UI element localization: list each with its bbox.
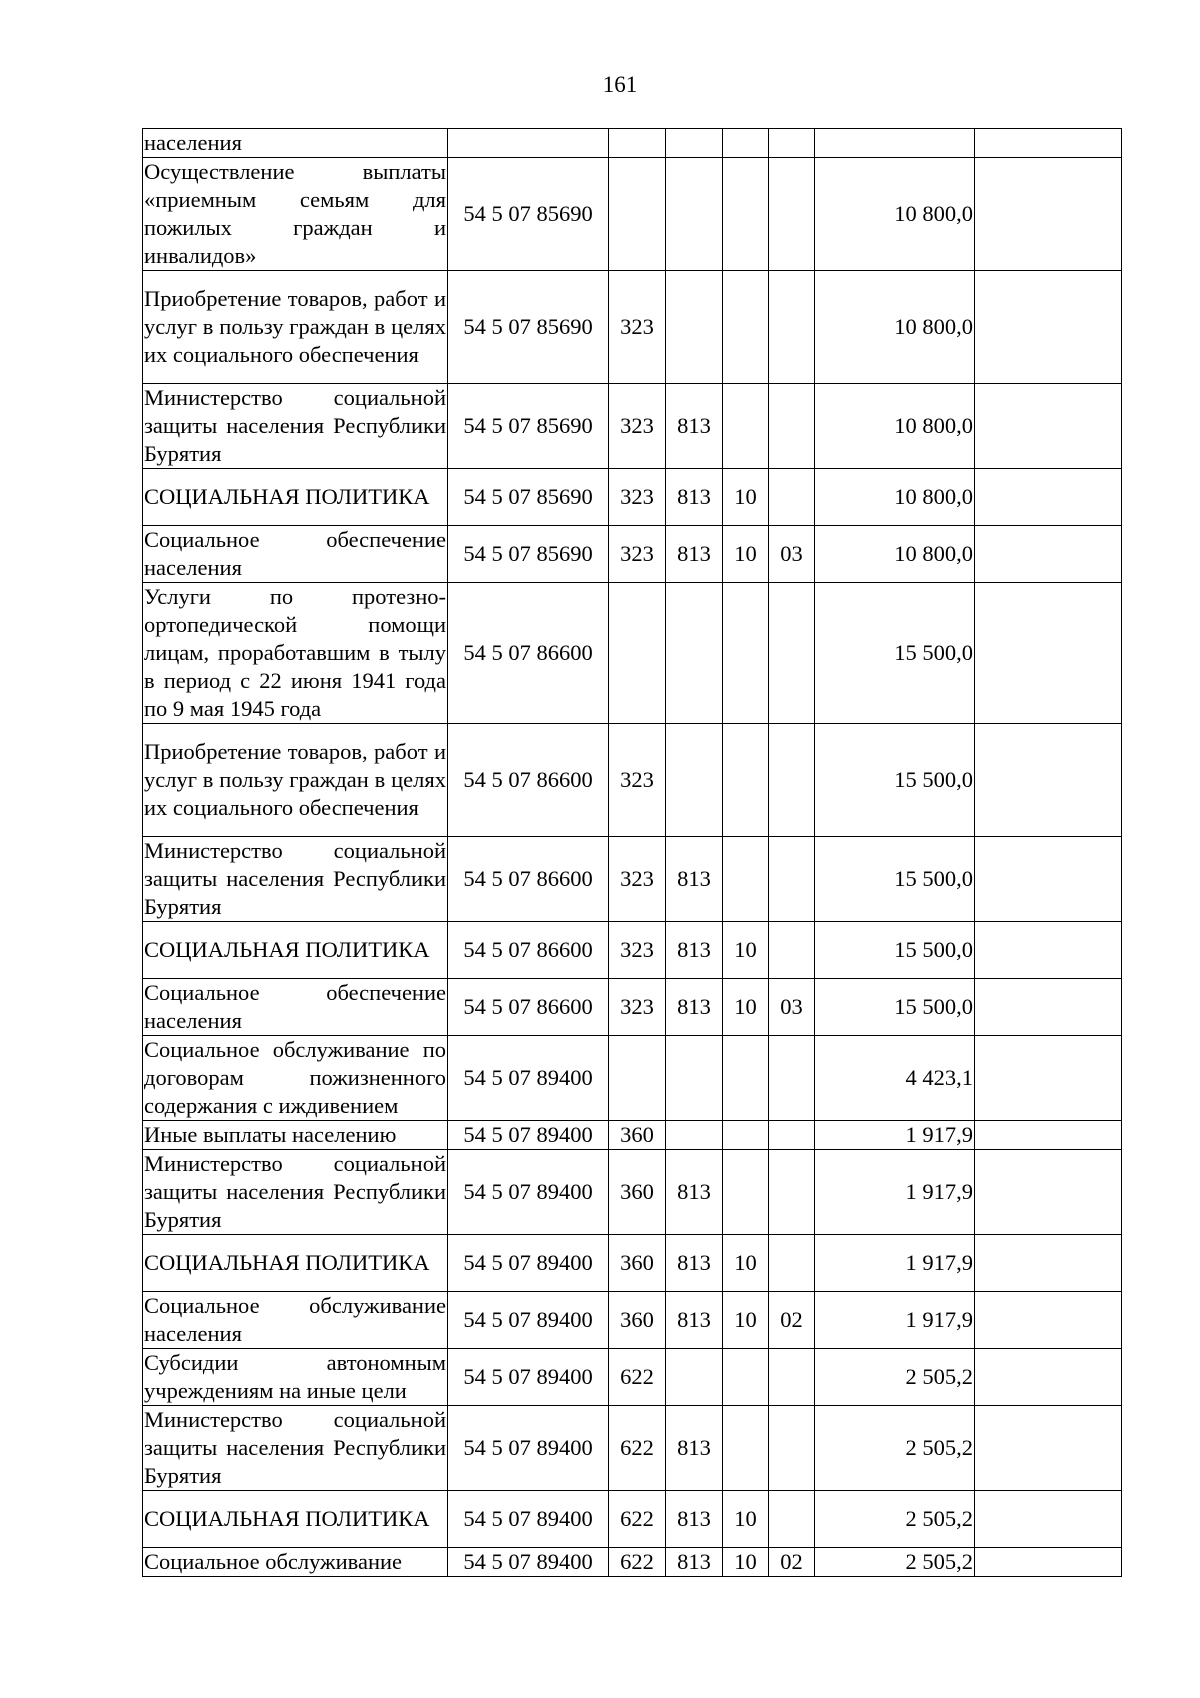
section-code: 10 <box>723 1491 769 1548</box>
amount: 15 500,0 <box>815 922 975 979</box>
extra-column <box>975 922 1122 979</box>
expense-type-code: 323 <box>609 837 666 922</box>
ministry-code <box>666 158 723 271</box>
ministry-code: 813 <box>666 1150 723 1235</box>
expense-type-code: 622 <box>609 1349 666 1406</box>
row-name: Приобретение товаров, работ и услуг в пользу граждан в целях их социального обеспечения <box>143 271 448 384</box>
subsection-code: 02 <box>769 1548 815 1577</box>
expense-type-code: 360 <box>609 1150 666 1235</box>
section-code <box>723 384 769 469</box>
ministry-code: 813 <box>666 384 723 469</box>
ministry-code <box>666 724 723 837</box>
subsection-code <box>769 837 815 922</box>
table-row <box>143 837 1122 922</box>
extra-column <box>975 837 1122 922</box>
ministry-code: 813 <box>666 1235 723 1292</box>
extra-column <box>975 1349 1122 1406</box>
amount: 15 500,0 <box>815 724 975 837</box>
ministry-code <box>666 271 723 384</box>
budget-table <box>142 128 1122 1577</box>
expense-type-code: 323 <box>609 526 666 583</box>
row-name: населения <box>143 129 448 158</box>
amount: 1 917,9 <box>815 1121 975 1150</box>
extra-column <box>975 1235 1122 1292</box>
ministry-code <box>666 583 723 724</box>
section-code: 10 <box>723 1292 769 1349</box>
target-article-code: 54 5 07 89400 <box>448 1235 609 1292</box>
extra-column <box>975 526 1122 583</box>
row-name: Социальное обслуживание <box>143 1548 448 1577</box>
section-code <box>723 271 769 384</box>
amount: 1 917,9 <box>815 1150 975 1235</box>
section-code: 10 <box>723 1548 769 1577</box>
section-code: 10 <box>723 979 769 1036</box>
table-row <box>143 1150 1122 1235</box>
expense-type-code: 323 <box>609 384 666 469</box>
amount <box>815 129 975 158</box>
target-article-code: 54 5 07 85690 <box>448 158 609 271</box>
table-row <box>143 1349 1122 1406</box>
ministry-code: 813 <box>666 1406 723 1491</box>
expense-type-code: 360 <box>609 1121 666 1150</box>
subsection-code <box>769 1150 815 1235</box>
amount: 10 800,0 <box>815 469 975 526</box>
table-row <box>143 922 1122 979</box>
amount: 15 500,0 <box>815 979 975 1036</box>
expense-type-code <box>609 1036 666 1121</box>
row-name: СОЦИАЛЬНАЯ ПОЛИТИКА <box>143 922 448 979</box>
amount: 1 917,9 <box>815 1292 975 1349</box>
section-code <box>723 724 769 837</box>
row-name: Услуги по протезно-ортопедической помощи лицам, проработавшим в тылу в период с 22 июня 1941 года по 9 мая 1945 года <box>143 583 448 724</box>
extra-column <box>975 1406 1122 1491</box>
subsection-code <box>769 1036 815 1121</box>
row-name: Социальное обслуживание населения <box>143 1292 448 1349</box>
table-row <box>143 158 1122 271</box>
amount: 10 800,0 <box>815 271 975 384</box>
target-article-code: 54 5 07 86600 <box>448 837 609 922</box>
table-row <box>143 129 1122 158</box>
page-number: 161 <box>602 72 638 97</box>
extra-column <box>975 1491 1122 1548</box>
target-article-code: 54 5 07 86600 <box>448 583 609 724</box>
target-article-code: 54 5 07 85690 <box>448 271 609 384</box>
row-name: СОЦИАЛЬНАЯ ПОЛИТИКА <box>143 1235 448 1292</box>
row-name: СОЦИАЛЬНАЯ ПОЛИТИКА <box>143 469 448 526</box>
table-row <box>143 1548 1122 1577</box>
table-row <box>143 1491 1122 1548</box>
subsection-code <box>769 158 815 271</box>
amount: 2 505,2 <box>815 1548 975 1577</box>
amount: 4 423,1 <box>815 1036 975 1121</box>
table-row <box>143 1036 1122 1121</box>
section-code <box>723 1150 769 1235</box>
expense-type-code: 323 <box>609 271 666 384</box>
amount: 2 505,2 <box>815 1491 975 1548</box>
ministry-code: 813 <box>666 1292 723 1349</box>
extra-column <box>975 583 1122 724</box>
expense-type-code: 323 <box>609 922 666 979</box>
section-code <box>723 129 769 158</box>
extra-column <box>975 1121 1122 1150</box>
extra-column <box>975 1150 1122 1235</box>
amount: 15 500,0 <box>815 583 975 724</box>
table-row <box>143 1406 1122 1491</box>
extra-column <box>975 384 1122 469</box>
ministry-code <box>666 1121 723 1150</box>
amount: 2 505,2 <box>815 1406 975 1491</box>
table-row <box>143 1121 1122 1150</box>
table-row <box>143 583 1122 724</box>
subsection-code <box>769 724 815 837</box>
expense-type-code <box>609 129 666 158</box>
table-row <box>143 526 1122 583</box>
ministry-code: 813 <box>666 526 723 583</box>
expense-type-code: 360 <box>609 1292 666 1349</box>
table-row <box>143 979 1122 1036</box>
amount: 10 800,0 <box>815 158 975 271</box>
amount: 15 500,0 <box>815 837 975 922</box>
table-row <box>143 1292 1122 1349</box>
subsection-code <box>769 1406 815 1491</box>
row-name: Министерство социальной защиты населения Республики Бурятия <box>143 1406 448 1491</box>
table-row <box>143 271 1122 384</box>
row-name: Министерство социальной защиты населения Республики Бурятия <box>143 837 448 922</box>
expense-type-code: 360 <box>609 1235 666 1292</box>
row-name: Социальное обслуживание по договорам пожизненного содержания с иждивением <box>143 1036 448 1121</box>
ministry-code <box>666 129 723 158</box>
extra-column <box>975 724 1122 837</box>
subsection-code <box>769 1349 815 1406</box>
target-article-code: 54 5 07 85690 <box>448 526 609 583</box>
target-article-code: 54 5 07 89400 <box>448 1349 609 1406</box>
target-article-code: 54 5 07 89400 <box>448 1491 609 1548</box>
extra-column <box>975 129 1122 158</box>
section-code: 10 <box>723 922 769 979</box>
target-article-code: 54 5 07 89400 <box>448 1406 609 1491</box>
target-article-code: 54 5 07 85690 <box>448 384 609 469</box>
amount: 10 800,0 <box>815 526 975 583</box>
amount: 1 917,9 <box>815 1235 975 1292</box>
expense-type-code: 622 <box>609 1406 666 1491</box>
section-code <box>723 158 769 271</box>
ministry-code: 813 <box>666 922 723 979</box>
target-article-code: 54 5 07 89400 <box>448 1036 609 1121</box>
section-code <box>723 1406 769 1491</box>
target-article-code: 54 5 07 89400 <box>448 1121 609 1150</box>
section-code: 10 <box>723 526 769 583</box>
expense-type-code: 323 <box>609 724 666 837</box>
target-article-code: 54 5 07 85690 <box>448 469 609 526</box>
table-body <box>143 129 1122 1577</box>
target-article-code: 54 5 07 89400 <box>448 1292 609 1349</box>
target-article-code: 54 5 07 86600 <box>448 724 609 837</box>
subsection-code: 02 <box>769 1292 815 1349</box>
subsection-code <box>769 469 815 526</box>
section-code <box>723 1121 769 1150</box>
subsection-code <box>769 1121 815 1150</box>
table-row <box>143 724 1122 837</box>
expense-type-code: 323 <box>609 469 666 526</box>
target-article-code: 54 5 07 89400 <box>448 1548 609 1577</box>
extra-column <box>975 1548 1122 1577</box>
extra-column <box>975 271 1122 384</box>
subsection-code <box>769 583 815 724</box>
row-name: Министерство социальной защиты населения Республики Бурятия <box>143 1150 448 1235</box>
table-row <box>143 1235 1122 1292</box>
expense-type-code: 622 <box>609 1548 666 1577</box>
ministry-code: 813 <box>666 1491 723 1548</box>
subsection-code <box>769 271 815 384</box>
subsection-code: 03 <box>769 526 815 583</box>
row-name: Осуществление выплаты «приемным семьям для пожилых граждан и инвалидов» <box>143 158 448 271</box>
row-name: Социальное обеспечение населения <box>143 979 448 1036</box>
extra-column <box>975 1036 1122 1121</box>
table-row <box>143 384 1122 469</box>
ministry-code: 813 <box>666 979 723 1036</box>
expense-type-code <box>609 583 666 724</box>
ministry-code <box>666 1349 723 1406</box>
ministry-code <box>666 1036 723 1121</box>
row-name: Министерство социальной защиты населения Республики Бурятия <box>143 384 448 469</box>
target-article-code: 54 5 07 89400 <box>448 1150 609 1235</box>
extra-column <box>975 1292 1122 1349</box>
target-article-code <box>448 129 609 158</box>
row-name: Социальное обеспечение населения <box>143 526 448 583</box>
subsection-code: 03 <box>769 979 815 1036</box>
amount: 10 800,0 <box>815 384 975 469</box>
section-code <box>723 1349 769 1406</box>
extra-column <box>975 158 1122 271</box>
subsection-code <box>769 922 815 979</box>
subsection-code <box>769 384 815 469</box>
expense-type-code: 622 <box>609 1491 666 1548</box>
section-code: 10 <box>723 469 769 526</box>
extra-column <box>975 979 1122 1036</box>
ministry-code: 813 <box>666 469 723 526</box>
section-code <box>723 1036 769 1121</box>
extra-column <box>975 469 1122 526</box>
subsection-code <box>769 1491 815 1548</box>
section-code <box>723 583 769 724</box>
section-code <box>723 837 769 922</box>
subsection-code <box>769 1235 815 1292</box>
row-name: СОЦИАЛЬНАЯ ПОЛИТИКА <box>143 1491 448 1548</box>
row-name: Субсидии автономным учреждениям на иные цели <box>143 1349 448 1406</box>
section-code: 10 <box>723 1235 769 1292</box>
table-row <box>143 469 1122 526</box>
target-article-code: 54 5 07 86600 <box>448 979 609 1036</box>
expense-type-code: 323 <box>609 979 666 1036</box>
ministry-code: 813 <box>666 837 723 922</box>
row-name: Иные выплаты населению <box>143 1121 448 1150</box>
subsection-code <box>769 129 815 158</box>
ministry-code: 813 <box>666 1548 723 1577</box>
target-article-code: 54 5 07 86600 <box>448 922 609 979</box>
row-name: Приобретение товаров, работ и услуг в пользу граждан в целях их социального обеспечения <box>143 724 448 837</box>
amount: 2 505,2 <box>815 1349 975 1406</box>
expense-type-code <box>609 158 666 271</box>
